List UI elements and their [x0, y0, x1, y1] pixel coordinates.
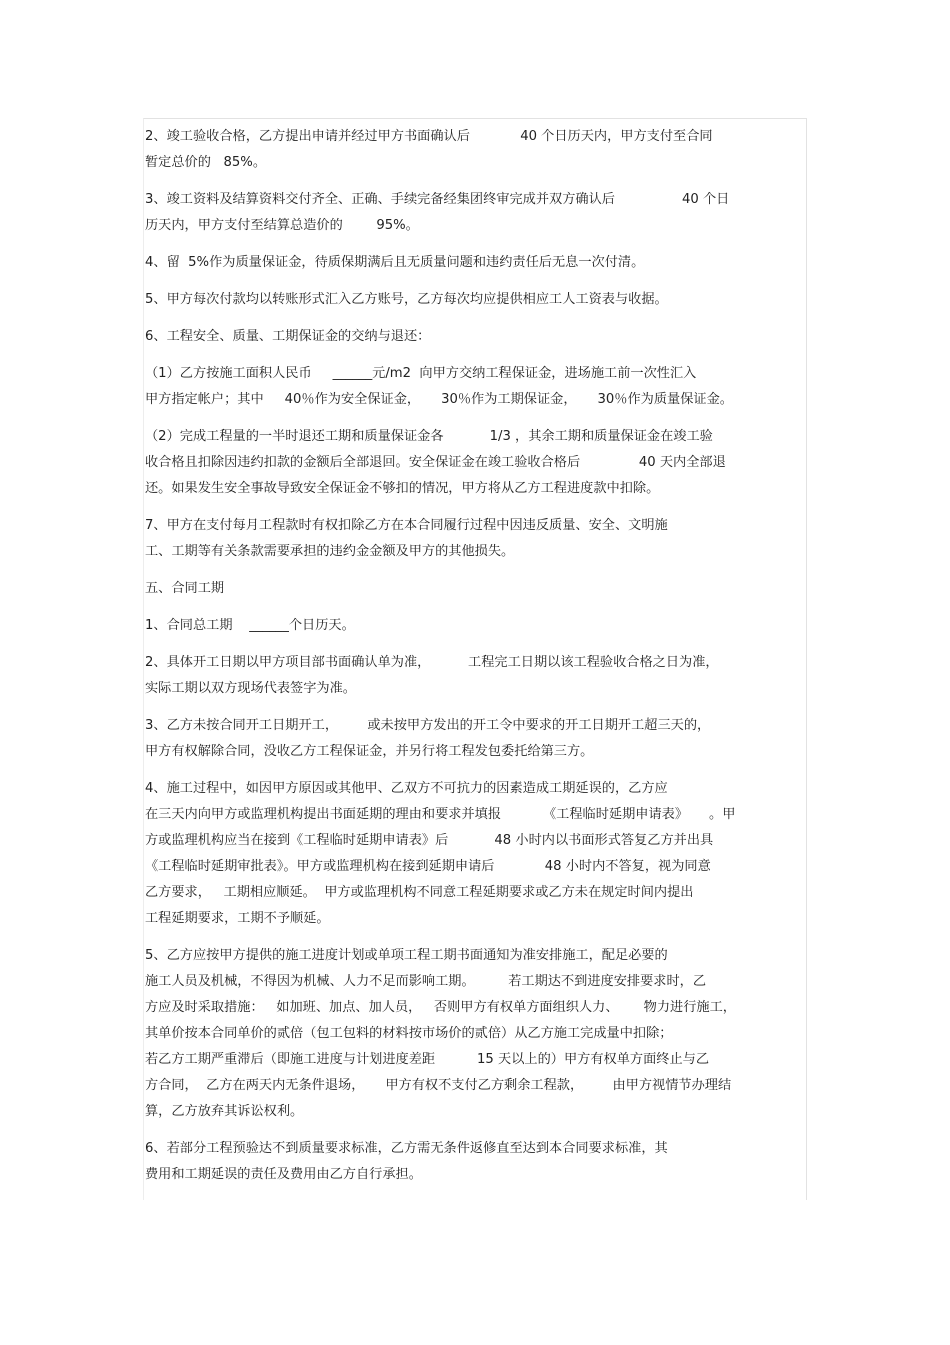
text-line: 还。如果发生安全事故导致安全保证金不够扣的情况，甲方将从乙方工程进度款中扣除。 [145, 481, 660, 496]
text-line: 2、竣工验收合格，乙方提出申请并经过甲方书面确认后 40 个日历天内，甲方支付至合同 [145, 129, 713, 144]
paragraph [145, 187, 805, 239]
paragraph [145, 287, 805, 313]
text-line: 方应及时采取措施： 如加班、加点、加人员， 否则甲方有权单方面组织人力、 物力进行施工， [145, 1000, 736, 1015]
text-line: 1、合同总工期 ______个日历天。 [145, 618, 355, 633]
text-line: 收合格且扣除因违约扣款的金额后全部退回。安全保证金在竣工验收合格后 40 天内全部退 [145, 455, 726, 470]
text-line: 2、具体开工日期以甲方项目部书面确认单为准， 工程完工日期以该工程验收合格之日为准， [145, 655, 719, 670]
text-line: 历天内，甲方支付至结算总造价的 95%。 [145, 218, 419, 233]
paragraph [145, 324, 805, 350]
text-line: 算，乙方放弃其诉讼权利。 [145, 1104, 304, 1119]
paragraph [145, 576, 805, 602]
text-line: 6、若部分工程预验达不到质量要求标准，乙方需无条件返修直至达到本合同要求标准，其 [145, 1141, 668, 1156]
text-line: 费用和工期延误的责任及费用由乙方自行承担。 [145, 1167, 422, 1182]
text-line: 5、甲方每次付款均以转账形式汇入乙方账号，乙方每次均应提供相应工人工资表与收据。 [145, 292, 668, 307]
paragraph [145, 650, 805, 702]
text-line: 工程延期要求，工期不予顺延。 [145, 911, 330, 926]
text-line: 工、工期等有关条款需要承担的违约金金额及甲方的其他损失。 [145, 544, 515, 559]
text-line: 在三天内向甲方或监理机构提出书面延期的理由和要求并填报 《工程临时延期申请表》 。甲 [145, 807, 736, 822]
text-line: 施工人员及机械，不得因为机械、人力不足而影响工期。 若工期达不到进度安排要求时，乙 [145, 974, 707, 989]
text-line: 5、乙方应按甲方提供的施工进度计划或单项工程工期书面通知为准安排施工，配足必要的 [145, 948, 668, 963]
paragraph [145, 1136, 805, 1188]
paragraph [145, 250, 805, 276]
paragraph [145, 713, 805, 765]
text-line: 4、留 5%作为质量保证金，待质保期满后且无质量问题和违约责任后无息一次付清。 [145, 255, 645, 270]
paragraph [145, 943, 805, 1125]
paragraph [145, 513, 805, 565]
text-line: 方或监理机构应当在接到《工程临时延期申请表》后 48 小时内以书面形式答复乙方并出具 [145, 833, 714, 848]
text-line: 3、竣工资料及结算资料交付齐全、正确、手续完备经集团终审完成并双方确认后 40 个日 [145, 192, 730, 207]
text-line: 若乙方工期严重滞后（即施工进度与计划进度差距 15 天以上的）甲方有权单方面终止与乙 [145, 1052, 710, 1067]
text-line: （1）乙方按施工面积人民币 ______元/m2 向甲方交纳工程保证金，进场施工前一次性汇入 [145, 366, 697, 381]
text-line: （2）完成工程量的一半时退还工期和质量保证金各 1/3 ，其余工期和质量保证金在竣工验 [145, 429, 713, 444]
text-line: 4、施工过程中，如因甲方原因或其他甲、乙双方不可抗力的因素造成工期延误的，乙方应 [145, 781, 668, 796]
text-line: 6、工程安全、质量、工期保证金的交纳与退还： [145, 329, 431, 344]
paragraph [145, 776, 805, 932]
text-line: 3、乙方未按合同开工日期开工， 或未按甲方发出的开工令中要求的开工日期开工超三天的， [145, 718, 711, 733]
paragraph [145, 124, 805, 176]
text-line: 暂定总价的 85%。 [145, 155, 267, 170]
text-line: 五、合同工期 [145, 581, 225, 596]
text-line: 甲方有权解除合同，没收乙方工程保证金，并另行将工程发包委托给第三方。 [145, 744, 594, 759]
text-line: 方合同， 乙方在两天内无条件退场， 甲方有权不支付乙方剩余工程款， 由甲方视情节办理结 [145, 1078, 732, 1093]
paragraph [145, 613, 805, 639]
text-line: 《工程临时延期审批表》。甲方或监理机构在接到延期申请后 48 小时内不答复，视为同意 [145, 859, 711, 874]
document-body [145, 124, 805, 1199]
text-line: 7、甲方在支付每月工程款时有权扣除乙方在本合同履行过程中因违反质量、安全、文明施 [145, 518, 668, 533]
text-line: 乙方要求， 工期相应顺延。 甲方或监理机构不同意工程延期要求或乙方未在规定时间内提出 [145, 885, 694, 900]
text-line: 甲方指定帐户；其中 40％作为安全保证金， 30％作为工期保证金， 30％作为质量保证金。 [145, 392, 733, 407]
paragraph [145, 361, 805, 413]
text-line: 其单价按本合同单价的贰倍（包工包料的材料按市场价的贰倍）从乙方施工完成量中扣除； [145, 1026, 673, 1041]
paragraph [145, 424, 805, 502]
text-line: 实际工期以双方现场代表签字为准。 [145, 681, 356, 696]
